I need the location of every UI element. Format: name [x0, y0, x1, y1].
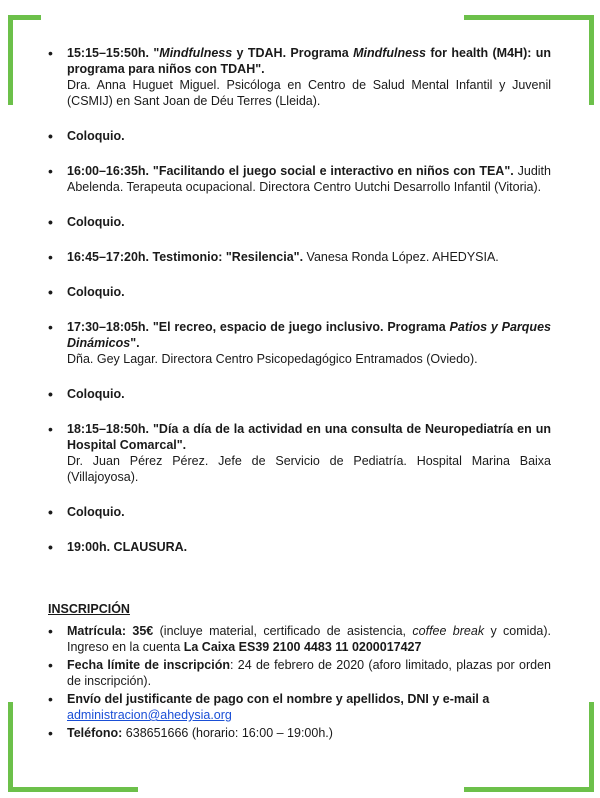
document-body [48, 45, 551, 743]
payment-proof-item [48, 691, 551, 723]
item-speaker: Dña. Gey Lagar. Directora Centro Psicopedagógico Entramados (Oviedo). [67, 352, 478, 366]
item-speaker: Judith Abelenda. Terapeuta ocupacional. Directora Centro Uutchi Desarrollo Infantil (Vitoria). [67, 164, 551, 194]
deadline-item: • Fecha límite de inscripción: 24 de febrero de 2020 (aforo limitado, plazas por orden de inscripción). [48, 657, 551, 689]
phone-value: 638651666 (horario: 16:00 – 19:00h.) [122, 726, 333, 740]
item-time: 16:00–16:35h. [67, 164, 150, 178]
program-item [48, 249, 551, 265]
program-list [48, 45, 551, 555]
item-time: 17:30–18:05h. [67, 320, 150, 334]
fee-label: Matrícula: 35€ [67, 624, 154, 638]
email-link[interactable]: administracion@ahedysia.org [67, 708, 232, 722]
closing-item: • 19:00h. CLAUSURA. [48, 539, 551, 555]
item-time: 18:15–18:50h. [67, 422, 150, 436]
corner-frame-top-left [8, 15, 41, 105]
phone-label: Teléfono: [67, 726, 123, 740]
item-time: 15:15–15:50h. [67, 46, 150, 60]
item-speaker: Dra. Anna Huguet Miguel. Psicóloga en Centro de Salud Mental Infantil y Juvenil (CSMIJ) en Sant Joan de Déu Terres (Lleida). [67, 78, 551, 108]
item-title: Testimonio: "Resilencia". [152, 250, 304, 264]
item-title: "El recreo, espacio de juego inclusivo. Programa Patios y Parques Dinámicos". [67, 320, 551, 350]
inscription-heading: INSCRIPCIÓN [48, 602, 130, 616]
coloquio-item: • Coloquio. [48, 214, 551, 230]
item-title: "Facilitando el juego social e interactivo en niños con TEA". [152, 164, 514, 178]
coloquio-item: • Coloquio. [48, 284, 551, 300]
item-speaker: Vanesa Ronda López. AHEDYSIA. [306, 250, 499, 264]
phone-item [48, 725, 551, 741]
item-speaker: Dr. Juan Pérez Pérez. Jefe de Servicio de Pediatría. Hospital Marina Baixa (Villajoyosa). [67, 454, 551, 484]
program-item [48, 163, 551, 195]
program-item [48, 319, 551, 367]
payment-proof-label: Envío del justificante de pago con el nombre y apellidos, DNI y e-mail a [67, 692, 490, 706]
fee-item: • Matrícula: 35€ (incluye material, certificado de asistencia, coffee break y comida). Ingreso en la cuenta La Caixa ES39 2100 4483 11 0200017427 [48, 623, 551, 655]
item-title: "Día a día de la actividad en una consulta de Neuropediatría en un Hospital Comarcal". [67, 422, 551, 452]
coloquio-item: • Coloquio. [48, 386, 551, 402]
coloquio-item: • Coloquio. [48, 128, 551, 144]
coloquio-item: • Coloquio. [48, 504, 551, 520]
program-item [48, 45, 551, 109]
item-title: "Mindfulness y TDAH. Programa Mindfulness for health (M4H): un programa para niños con TDAH". [67, 46, 552, 76]
inscription-list [48, 623, 551, 741]
program-item [48, 421, 551, 485]
item-time: 16:45–17:20h. [67, 250, 150, 264]
bank-account: La Caixa ES39 2100 4483 11 0200017427 [183, 640, 422, 654]
deadline-label: Fecha límite de inscripción [67, 658, 230, 672]
